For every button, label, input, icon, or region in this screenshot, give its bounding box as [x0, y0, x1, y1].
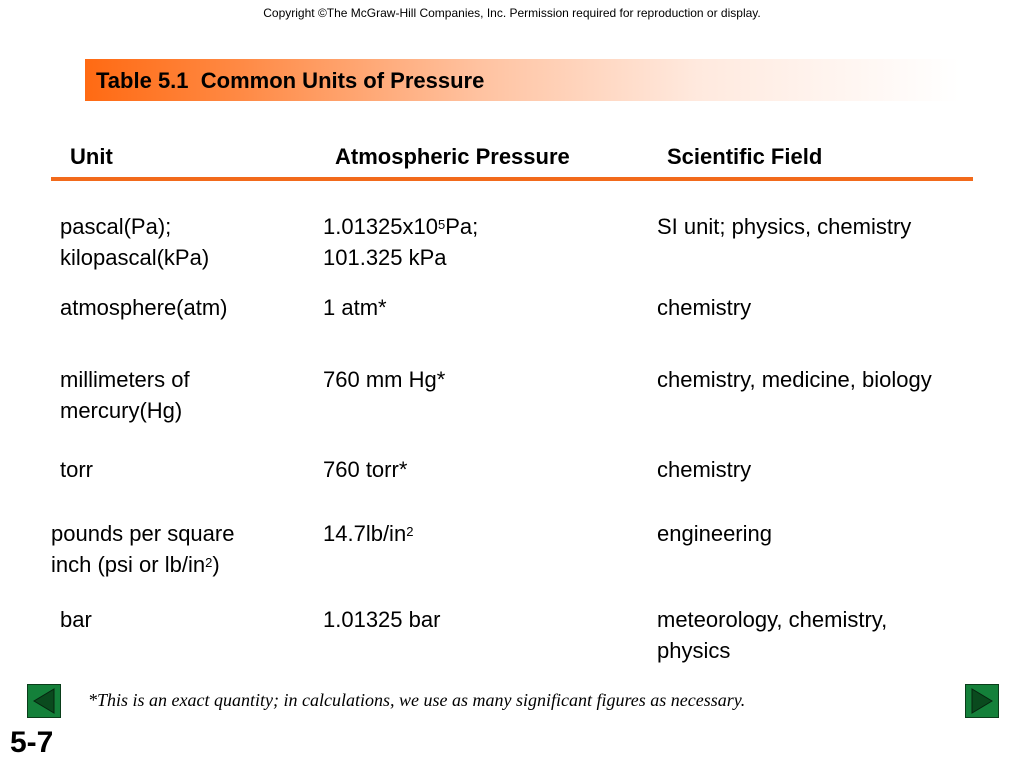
next-slide-button[interactable]: [965, 684, 999, 718]
header-divider: [51, 177, 973, 181]
column-header-atmospheric-pressure: Atmospheric Pressure: [335, 144, 570, 169]
field-cell: [657, 604, 887, 666]
pressure-text: $1.01325x10^5Pa$;: [323, 214, 479, 239]
unit-cell: bar: [60, 607, 92, 632]
field-cell: chemistry, medicine, biology: [657, 367, 932, 392]
title-bar: [85, 59, 960, 101]
unit-text: pounds per square: [51, 521, 235, 546]
pressure-cell: 1.01325 bar: [323, 607, 441, 632]
pressure-cell: 760 torr*: [323, 457, 408, 482]
unit-cell: [60, 211, 209, 273]
unit-text: millimeters of: [60, 367, 190, 392]
column-header-unit: Unit: [70, 144, 113, 169]
unit-text: pascal(Pa);: [60, 214, 172, 239]
table-title: Table 5.1 Common Units of Pressure: [96, 68, 485, 93]
unit-cell: [60, 364, 190, 426]
unit-cell: [51, 518, 234, 580]
previous-slide-button[interactable]: [27, 684, 61, 718]
field-cell: chemistry: [657, 457, 752, 482]
footnote: *This is an exact quantity; in calculations, we use as many significant figures as necessary.: [88, 690, 746, 710]
unit-text: kilopascal(kPa): [60, 245, 210, 270]
copyright-notice: Copyright ©The McGraw-Hill Companies, Inc. Permission required for reproduction or display.: [263, 6, 761, 20]
unit-cell: torr: [60, 457, 93, 482]
field-text: SI unit; physics, chemistry: [657, 214, 912, 239]
field-text: physics: [657, 638, 731, 663]
field-cell: engineering: [657, 521, 772, 546]
field-text: meteorology, chemistry,: [657, 607, 888, 632]
unit-text: inch (psi or $lb/in^2$): [51, 552, 220, 577]
pressure-text: 101.325 kPa: [323, 245, 447, 270]
pressure-cell: [323, 211, 478, 273]
column-header-scientific-field: Scientific Field: [667, 144, 823, 169]
field-cell: chemistry: [657, 295, 752, 320]
slide-number: 5-7: [10, 726, 54, 759]
pressure-cell: $14.7lb/in^2$: [323, 521, 414, 546]
unit-text: mercury(Hg): [60, 398, 183, 423]
pressure-cell: 1 atm*: [323, 295, 387, 320]
unit-cell: atmosphere(atm): [60, 295, 228, 320]
next-slide-icon: [966, 685, 998, 717]
pressure-cell: 760 mm Hg*: [323, 367, 446, 392]
field-cell: [657, 211, 911, 242]
previous-slide-icon: [28, 685, 60, 717]
